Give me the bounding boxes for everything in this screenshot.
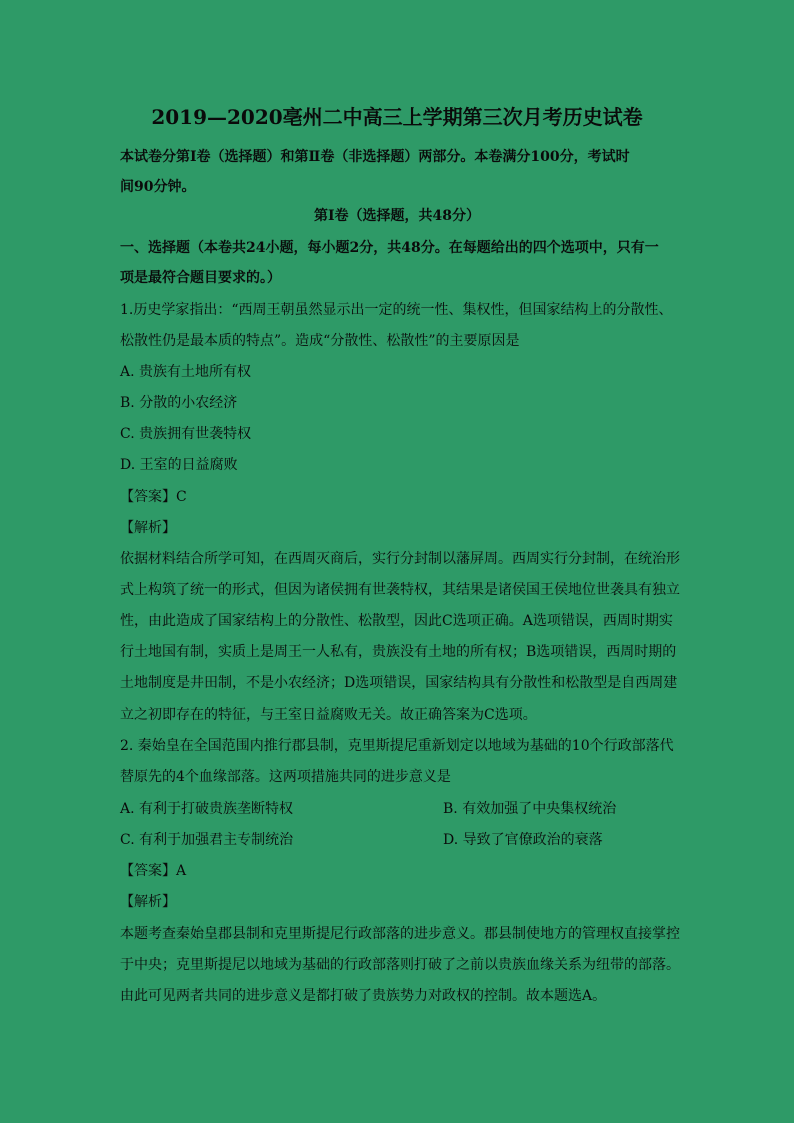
instructions-line-2: 项是最符合题目要求的。） <box>120 270 281 286</box>
question-1-option-a: A. 贵族有土地所有权 <box>120 364 252 380</box>
question-1-analysis-line: 土地制度是井田制，不是小农经济；D选项错误，国家结构具有分散性和松散型是自西周建 <box>120 675 678 691</box>
question-1-stem-line-2: 松散性仍是最本质的特点”。造成“分散性、松散性”的主要原因是 <box>120 333 520 349</box>
question-1-answer: 【答案】C <box>120 489 187 505</box>
exam-title: 2019—2020亳州二中高三上学期第三次月考历史试卷 <box>151 105 643 129</box>
question-1-analysis-line: 行土地国有制，实质上是周王一人私有，贵族没有土地的所有权；B选项错误，西周时期的 <box>120 644 677 660</box>
question-2-stem-line-2: 替原先的4个血缘部落。这两项措施共同的进步意义是 <box>120 769 451 785</box>
intro-line-2: 间90分钟。 <box>120 179 196 195</box>
question-1-analysis-line: 性，由此造成了国家结构上的分散性、松散型，因此C选项正确。A选项错误，西周时期实 <box>120 613 673 629</box>
question-2-answer: 【答案】A <box>120 863 187 879</box>
question-2-option-b: B. 有效加强了中央集权统治 <box>443 801 617 817</box>
question-2-option-d: D. 导致了官僚政治的衰落 <box>443 832 603 848</box>
question-1-option-b: B. 分散的小农经济 <box>120 395 238 411</box>
instructions-line-1: 一、选择题（本卷共24小题，每小题2分，共48分。在每题给出的四个选项中，只有一 <box>120 240 659 256</box>
question-1-analysis-line: 立之初即存在的特征，与王室日益腐败无关。故正确答案为C选项。 <box>120 707 537 723</box>
question-2-option-a: A. 有利于打破贵族垄断特权 <box>120 801 294 817</box>
section-heading: 第Ⅰ卷（选择题，共48分） <box>313 208 481 224</box>
question-1-stem-line-1: 1.历史学家指出：“西周王朝虽然显示出一定的统一性、集权性，但国家结构上的分散性、 <box>120 302 673 318</box>
question-2-analysis-line: 本题考查秦始皇郡县制和克里斯提尼行政部落的进步意义。郡县制使地方的管理权直接掌控 <box>120 926 680 942</box>
question-1-option-c: C. 贵族拥有世袭特权 <box>120 426 252 442</box>
question-1-analysis-line: 依据材料结合所学可知，在西周灭商后，实行分封制以藩屏周。西周实行分封制，在统治形 <box>120 551 680 567</box>
question-2-analysis-line: 由此可见两者共同的进步意义是都打破了贵族势力对政权的控制。故本题选A。 <box>120 988 607 1004</box>
question-2-analysis-line: 于中央；克里斯提尼以地域为基础的行政部落则打破了之前以贵族血缘关系为纽带的部落。 <box>120 957 680 973</box>
question-2-analysis-label: 【解析】 <box>120 894 176 910</box>
question-2-option-c: C. 有利于加强君主专制统治 <box>120 832 294 848</box>
question-1-option-d: D. 王室的日益腐败 <box>120 457 238 473</box>
question-1-analysis-label: 【解析】 <box>120 520 176 536</box>
intro-line-1: 本试卷分第Ⅰ卷（选择题）和第Ⅱ卷（非选择题）两部分。本卷满分100分，考试时 <box>120 149 630 165</box>
question-2-stem-line-1: 2. 秦始皇在全国范围内推行郡县制，克里斯提尼重新划定以地域为基础的10个行政部落代 <box>120 738 674 754</box>
question-1-analysis-line: 式上构筑了统一的形式，但因为诸侯拥有世袭特权，其结果是诸侯国王侯地位世袭具有独立 <box>120 582 680 598</box>
